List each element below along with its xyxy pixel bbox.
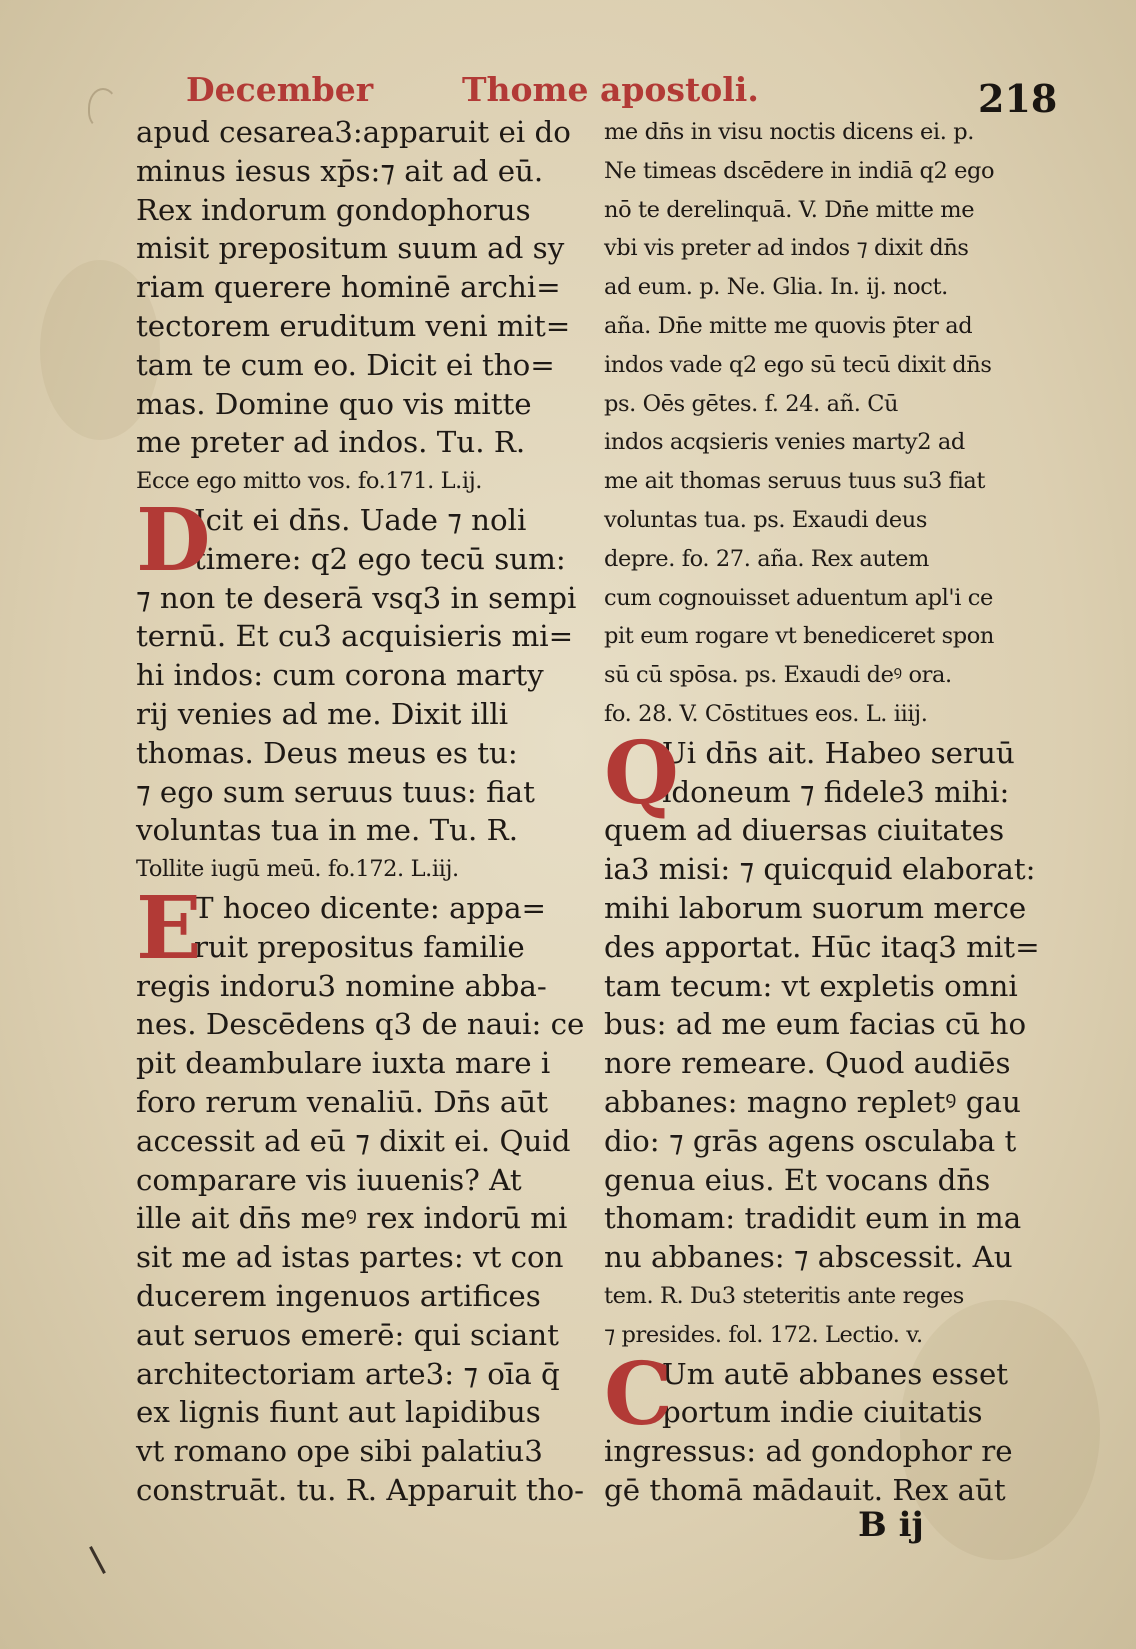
- text-line: depre. fo. 27. aña. Rex autem: [604, 545, 929, 572]
- text-line: tam te cum eo. Dicit ei tho=: [136, 347, 555, 382]
- text-line: misit prepositum suum ad sy: [136, 231, 565, 266]
- text-line: aut seruos emerē: qui sciant: [136, 1317, 559, 1352]
- text-line: mas. Domine quo vis mitte: [136, 386, 532, 421]
- text-line: construāt. tu. R. Apparuit tho-: [136, 1472, 585, 1507]
- text-line: Ecce ego mitto vos. fo.171. L.ij.: [136, 468, 483, 495]
- text-line: ex lignis fiunt aut lapidibus: [136, 1395, 541, 1430]
- text-line: ad eum. p. Ne. Glia. In. ij. noct.: [604, 274, 948, 301]
- folio-number: 218: [978, 76, 1058, 121]
- text-line: thomas. Deus meus es tu:: [136, 735, 518, 770]
- text-line: des apportat. Hūc itaq3 mit=: [604, 929, 1040, 964]
- drop-capital-q: Q: [604, 722, 679, 824]
- text-line: Q Ui dn̄s ait. Habeo seruū: [604, 722, 1015, 824]
- text-line: tem. R. Du3 steteritis ante reges: [604, 1282, 964, 1309]
- text-line: hi indos: cum corona marty: [136, 658, 544, 693]
- text-line: ille ait dn̄s meꝰ rex indorū mi: [136, 1201, 568, 1236]
- text-line: D Icit ei dn̄s. Uade ⁊ noli: [136, 489, 527, 591]
- text-line: indos vade q2 ego sū tecū dixit dn̄s: [604, 351, 992, 378]
- text-line: me ait thomas seruus tuus su3 fiat: [604, 468, 986, 495]
- text-line: Rex indorum gondophorus: [136, 192, 531, 227]
- text-line: apud cesarea3:apparuit ei do: [136, 115, 571, 149]
- text-line: sit me ad istas partes: vt con: [136, 1240, 564, 1275]
- text-line: pit deambulare iuxta mare i: [136, 1046, 551, 1081]
- text-line: minus iesus xp̄s:⁊ ait ad eū.: [136, 153, 544, 188]
- text-line: timere: q2 ego tecū sum:: [194, 541, 566, 576]
- header-feast: Thome apostoli.: [462, 70, 759, 109]
- text-line: gē thomā mādauit. Rex aūt: [604, 1472, 1006, 1507]
- left-column: [136, 113, 586, 1510]
- text-line: ps. Oēs gētes. f. 24. añ. Cū: [604, 390, 899, 417]
- text-line: me preter ad indos. Tu. R.: [136, 425, 526, 460]
- text-line: mihi laborum suorum merce: [604, 890, 1027, 925]
- drop-capital-c: C: [604, 1343, 673, 1445]
- text-line: riam querere hominē archi=: [136, 270, 561, 305]
- text-line: ternū. Et cu3 acquisieris mi=: [136, 619, 574, 654]
- text-line: quem ad diuersas ciuitates: [604, 813, 1005, 848]
- text-line: ia3 misi: ⁊ quicquid elaborat:: [604, 852, 1036, 887]
- text-line: foro rerum venaliū. Dn̄s aūt: [136, 1084, 549, 1119]
- right-column: [604, 113, 1050, 1510]
- text-line: ruit prepositus familie: [194, 929, 525, 964]
- text-line: accessit ad eū ⁊ dixit ei. Quid: [136, 1123, 571, 1158]
- text-line: E T hoceo dicente: appa=: [136, 877, 547, 979]
- text-line: regis indoru3 nomine abba-: [136, 968, 547, 1003]
- text-line: vbi vis preter ad indos ⁊ dixit dn̄s: [604, 235, 969, 262]
- text-line: ⁊ non te deserā vsq3 in sempi: [136, 580, 577, 615]
- text-line: rij venies ad me. Dixit illi: [136, 696, 509, 731]
- text-line: architectoriam arte3: ⁊ oīa q̄: [136, 1356, 560, 1391]
- text-line: nes. Descēdens q3 de naui: ce: [136, 1007, 585, 1042]
- text-line: abbanes: magno repletꝰ gau: [604, 1084, 1021, 1119]
- text-line: me dn̄s in visu noctis dicens ei. p.: [604, 119, 974, 145]
- signature-mark: B ij: [858, 1505, 924, 1545]
- text-line: ⁊ ego sum seruus tuus: fiat: [136, 774, 535, 809]
- text-line: nu abbanes: ⁊ abscessit. Au: [604, 1240, 1013, 1275]
- text-line: voluntas tua in me. Tu. R.: [136, 813, 519, 848]
- text-line: voluntas tua. ps. Exaudi deus: [604, 506, 928, 533]
- text-line: aña. Dn̄e mitte me quovis p̄ter ad: [604, 312, 973, 339]
- text-line: Tollite iugū meū. fo.172. L.iij.: [136, 856, 459, 883]
- text-line: sū cū spōsa. ps. Exaudi deꝰ ora.: [604, 662, 952, 689]
- text-line: vt romano ope sibi palatiu3: [136, 1434, 543, 1469]
- text-line: portum indie ciuitatis: [662, 1395, 983, 1430]
- text-line: idoneum ⁊ fidele3 mihi:: [662, 774, 1010, 809]
- text-line: nore remeare. Quod audiēs: [604, 1046, 1011, 1081]
- header-month: December: [186, 70, 374, 109]
- text-line: indos acqsieris venies marty2 ad: [604, 429, 965, 456]
- text-line: ducerem ingenuos artifices: [136, 1278, 541, 1313]
- text-line: comparare vis iuuenis? At: [136, 1162, 522, 1197]
- text-line: dio: ⁊ grās agens osculaba t: [604, 1123, 1017, 1158]
- drop-capital-d: D: [136, 489, 211, 591]
- text-line: C Um autē abbanes esset: [604, 1343, 1009, 1445]
- text-line: genua eius. Et vocans dn̄s: [604, 1162, 991, 1197]
- ink-mark: [89, 1546, 106, 1574]
- text-line: thomam: tradidit eum in ma: [604, 1201, 1022, 1236]
- text-line: tam tecum: vt expletis omni: [604, 968, 1018, 1003]
- text-line: pit eum rogare vt benediceret spon: [604, 623, 995, 650]
- text-line: bus: ad me eum facias cū ho: [604, 1007, 1027, 1042]
- text-line: tectorem eruditum veni mit=: [136, 308, 571, 343]
- text-line: ⁊ presides. fol. 172. Lectio. v.: [604, 1321, 923, 1348]
- drop-capital-e: E: [136, 877, 202, 979]
- text-line: nō te derelinquā. V. Dn̄e mitte me: [604, 196, 975, 223]
- text-line: cum cognouisset aduentum apl'i ce: [604, 584, 993, 611]
- text-line: fo. 28. V. Cōstitues eos. L. iiij.: [604, 700, 928, 727]
- text-line: Ne timeas dscēdere in indiā q2 ego: [604, 157, 995, 184]
- text-line: ingressus: ad gondophor re: [604, 1434, 1013, 1469]
- paper-crease: [88, 88, 118, 128]
